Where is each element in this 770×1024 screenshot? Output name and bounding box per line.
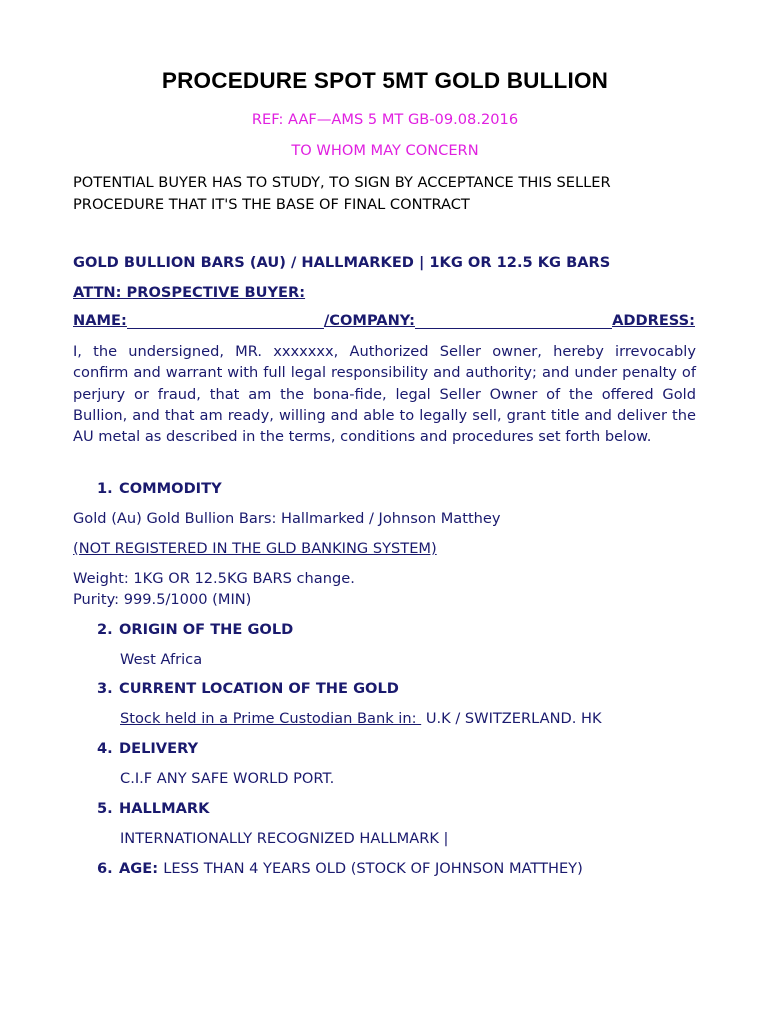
hallmark-text: INTERNATIONALLY RECOGNIZED HALLMARK | (120, 830, 449, 847)
section-location-heading: 3. CURRENT LOCATION OF THE GOLD (97, 680, 399, 697)
delivery-text: C.I.F ANY SAFE WORLD PORT. (120, 770, 335, 787)
section-origin-heading: 2. ORIGIN OF THE GOLD (97, 621, 294, 638)
address-label: ADDRESS: (612, 312, 695, 329)
section-commodity-heading: 1. COMMODITY (97, 480, 222, 497)
commodity-description: Gold (Au) Gold Bullion Bars: Hallmarked / Johnson Matthey (73, 510, 501, 527)
intro-text (73, 172, 703, 216)
purity-line: Purity: 999.5/1000 (MIN) (73, 591, 252, 608)
age-text: LESS THAN 4 YEARS OLD (STOCK OF JOHNSON MATTHEY) (163, 860, 583, 877)
location-text: Stock held in a Prime Custodian Bank in: U.K / SWITZERLAND. HK (120, 710, 602, 727)
registration-note: (NOT REGISTERED IN THE GLD BANKING SYSTEM) (73, 540, 437, 557)
section-delivery-heading: 4. DELIVERY (97, 740, 199, 757)
weight-line: Weight: 1KG OR 12.5KG BARS change. (73, 570, 355, 587)
origin-text: West Africa (120, 651, 203, 668)
name-label: NAME: (73, 312, 127, 329)
declaration-paragraph: I, the undersigned, MR. xxxxxxx, Authorized Seller owner, hereby irrevocably confirm and warrant with full legal responsibility and authority; and under penalty of perjury or fraud, that am the bona-fide, legal Seller Owner of the offered Gold Bullion, and that am ready, willing and able to legally sell, grant title and deliver the AU metal as described in the terms, conditions and procedures set forth below. (73, 343, 696, 446)
salutation: TO WHOM MAY CONCERN (291, 142, 479, 159)
buyer-details-row (73, 312, 695, 332)
product-heading: GOLD BULLION BARS (AU) / HALLMARKED | 1KG OR 12.5 KG BARS (73, 254, 611, 271)
company-label: /COMPANY: (323, 312, 415, 329)
name-blank (127, 312, 324, 329)
attention-line: ATTN: PROSPECTIVE BUYER: (73, 284, 306, 301)
intro-line-2: PROCEDURE THAT IT'S THE BASE OF FINAL CONTRACT (73, 196, 470, 213)
document-title: PROCEDURE SPOT 5MT GOLD BULLION (161, 68, 609, 93)
reference-line: REF: AAF—AMS 5 MT GB-09.08.2016 (251, 111, 519, 128)
intro-line-1: POTENTIAL BUYER HAS TO STUDY, TO SIGN BY ACCEPTANCE THIS SELLER (73, 174, 611, 191)
company-blank (415, 312, 612, 329)
section-age: 6. AGE: LESS THAN 4 YEARS OLD (STOCK OF JOHNSON MATTHEY) (97, 860, 583, 877)
section-hallmark-heading: 5. HALLMARK (97, 800, 210, 817)
